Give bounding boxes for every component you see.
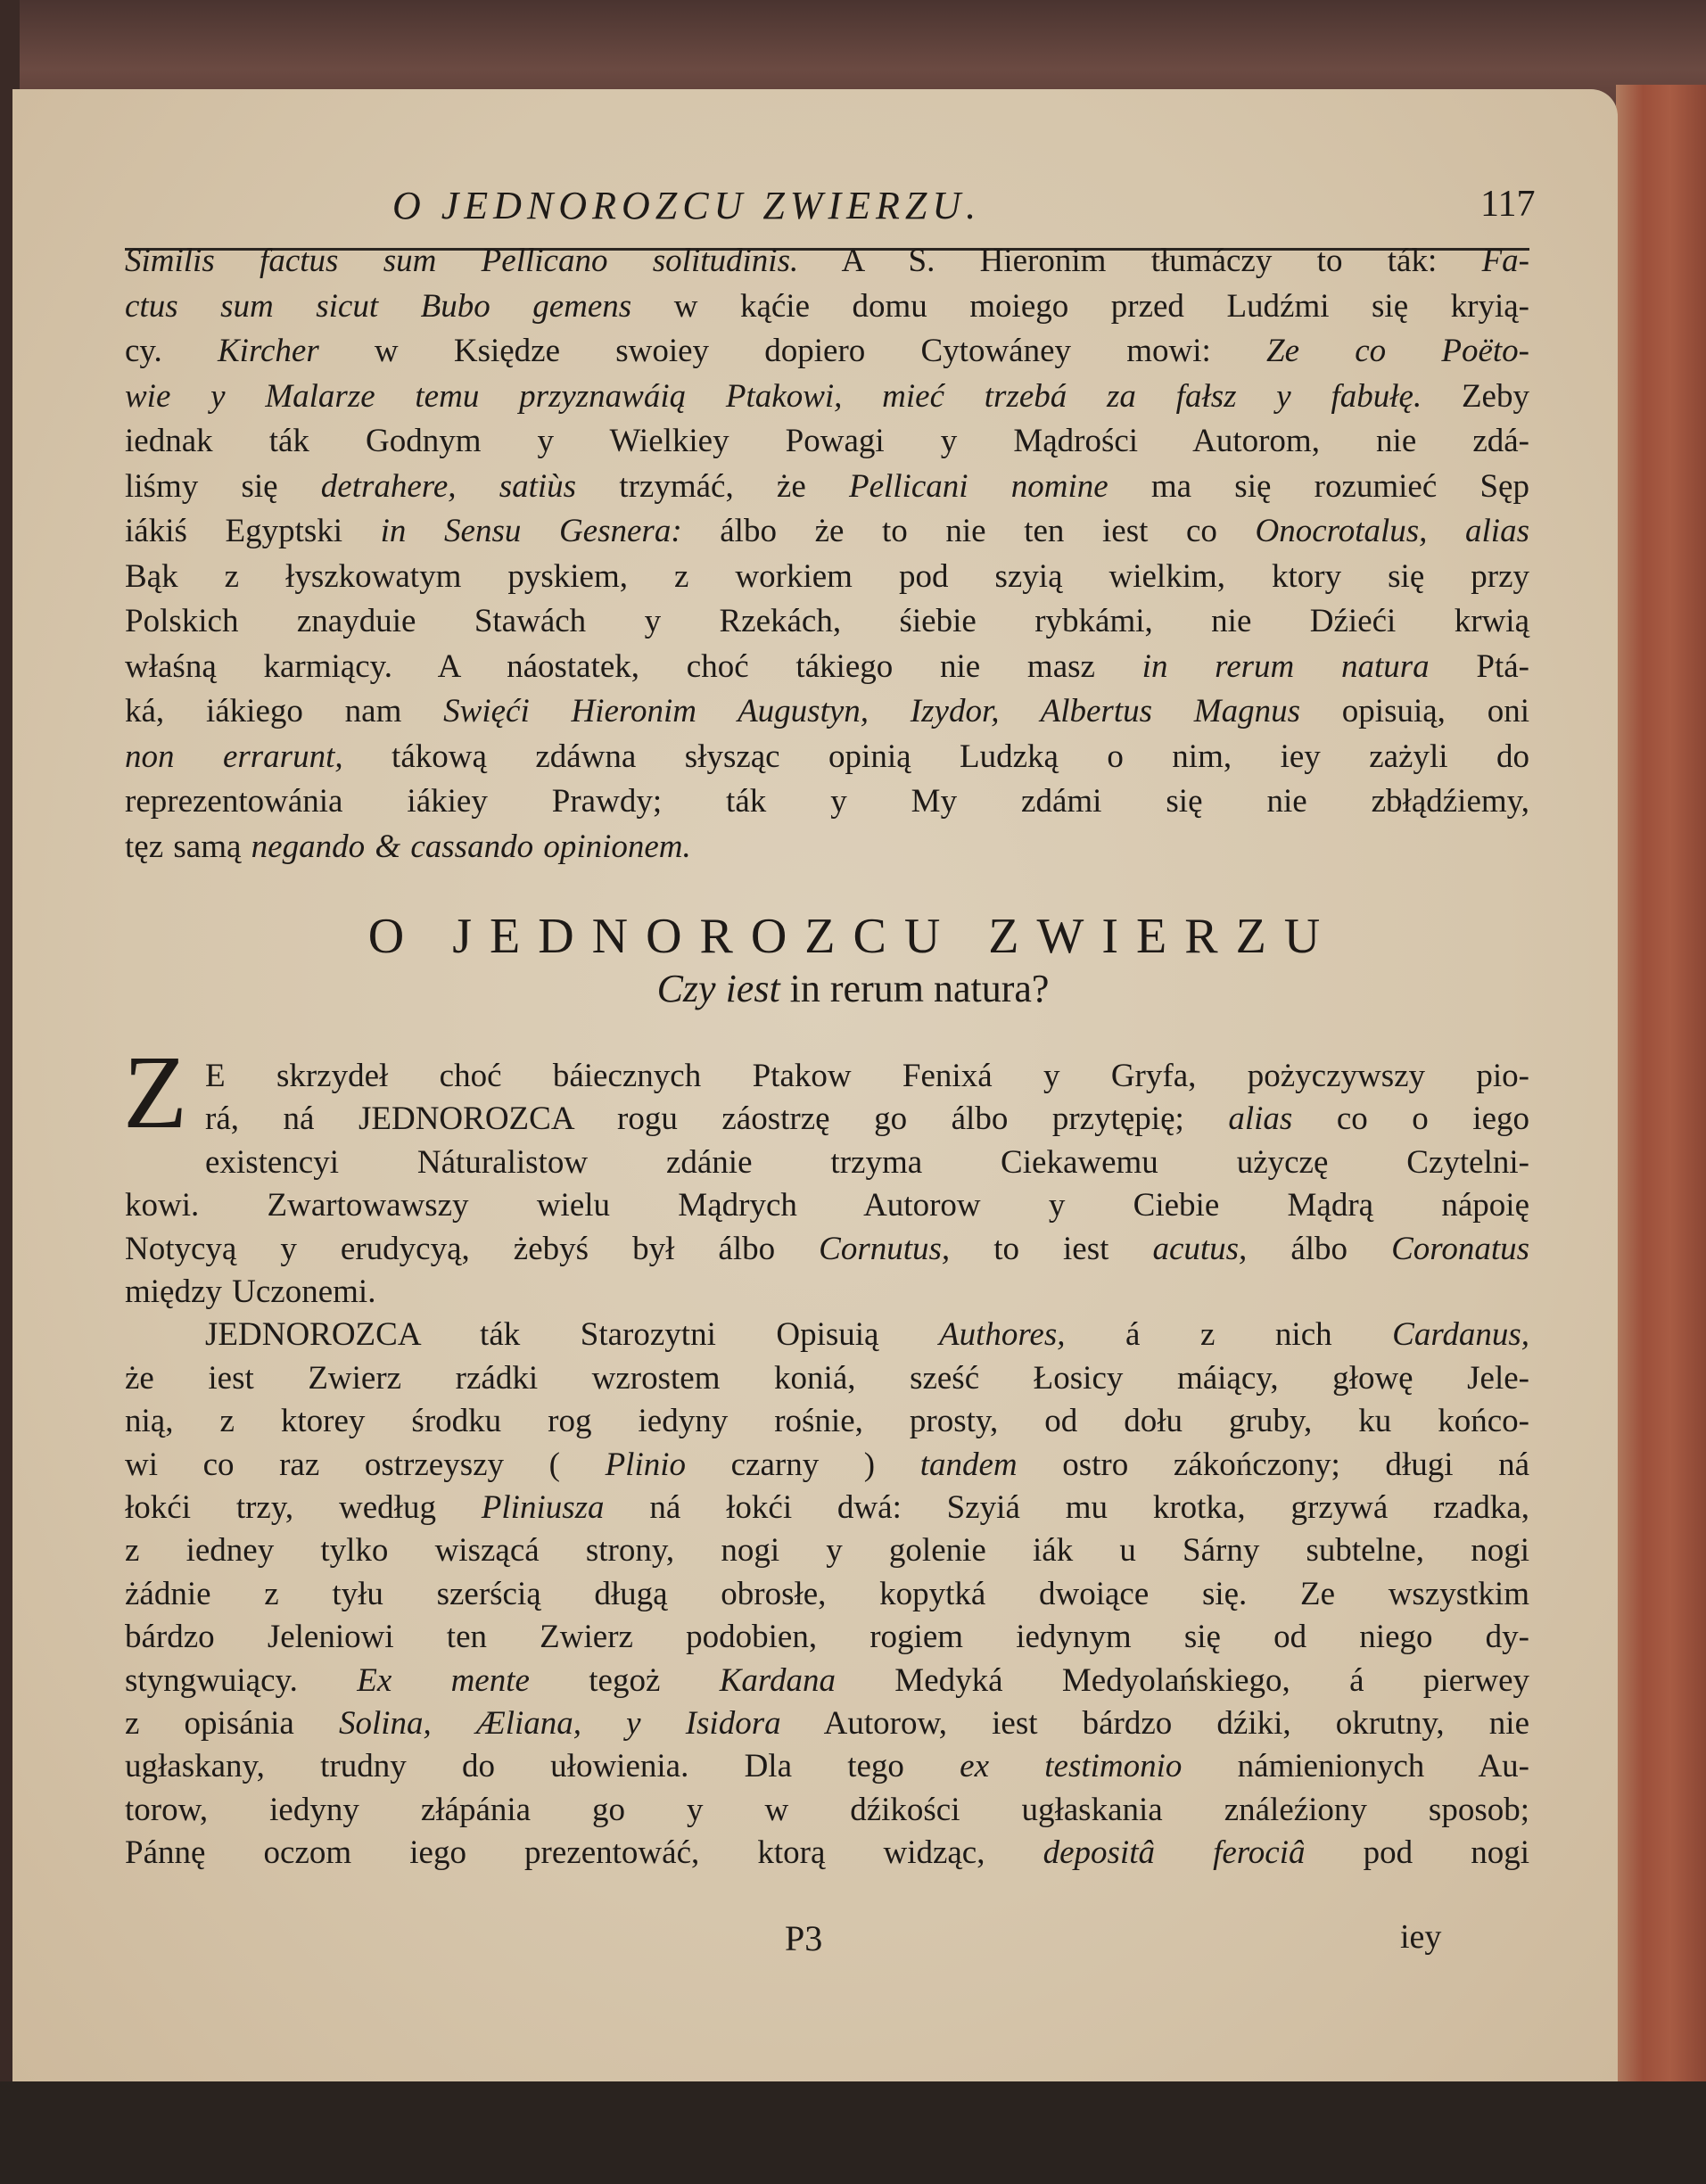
text-line xyxy=(125,781,1529,822)
italic-text: alias xyxy=(1228,1100,1293,1138)
text-line xyxy=(125,1358,1529,1399)
roman-text: to iest xyxy=(950,1230,1153,1267)
roman-text: cy. xyxy=(125,333,218,369)
italic-text: depositâ ferociâ xyxy=(1043,1834,1306,1872)
text-line xyxy=(125,241,1529,282)
text-line xyxy=(125,1746,1529,1787)
roman-text: námienionych Au- xyxy=(1182,1748,1529,1785)
text-line xyxy=(125,1445,1529,1486)
roman-text: w kąćie domu moiego przed Ludźmi się kryią- xyxy=(631,287,1529,325)
roman-text: ma się rozumieć Sęp xyxy=(1108,467,1529,505)
roman-text: Zeby xyxy=(1422,377,1529,415)
background-bottom xyxy=(0,2081,1706,2184)
text-line xyxy=(125,1185,1529,1226)
text-line xyxy=(125,331,1529,372)
italic-text: negando & cassando opinionem. xyxy=(251,828,691,865)
text-line xyxy=(125,421,1529,462)
roman-text: w Księdze swoiey dopiero Cytowáney mowi: xyxy=(318,333,1267,369)
roman-text: bárdzo Jeleniowi ten Zwierz podobien, rogiem iedynym się od niego dy- xyxy=(125,1619,1529,1656)
italic-text: Pliniusza xyxy=(481,1489,605,1526)
italic-text: detrahere, satiùs xyxy=(320,467,577,505)
italic-text: Kircher xyxy=(217,333,319,369)
italic-text: Plinio xyxy=(605,1446,687,1483)
italic-text: in rerum natura xyxy=(1141,647,1430,685)
running-head: O JEDNOROZCU ZWIERZU. xyxy=(392,184,982,227)
roman-text: czarny ) xyxy=(686,1446,920,1483)
roman-text: ugłaskany, trudny do ułowienia. Dla tego xyxy=(125,1748,960,1785)
italic-text: Onocrotalus, alias xyxy=(1255,513,1529,549)
roman-text: rá, ná JEDNOROZCA rogu záostrzę go álbo przytępię; xyxy=(205,1100,1229,1138)
italic-text: ex testimonio xyxy=(960,1748,1183,1785)
italic-text: Coronatus xyxy=(1391,1230,1529,1267)
roman-text: między Uczonemi. xyxy=(125,1273,376,1310)
roman-text: Ptá- xyxy=(1429,647,1530,685)
italic-text: non errarunt, xyxy=(125,738,343,775)
italic-text: acutus, xyxy=(1152,1230,1248,1267)
text-line xyxy=(125,556,1529,598)
roman-text: opisuią, oni xyxy=(1300,693,1529,729)
italic-text: ctus sum sicut Bubo gemens xyxy=(125,287,632,325)
italic-text: Cornutus, xyxy=(819,1230,951,1267)
text-line xyxy=(125,647,1529,688)
roman-text: styngwuiący. xyxy=(125,1661,358,1699)
roman-text: pod nogi xyxy=(1305,1834,1530,1872)
roman-text: Medyká Medyolańskiego, á pierwey xyxy=(835,1661,1530,1699)
italic-text: Solina, Æliana, y Isidora xyxy=(338,1705,781,1742)
chapter-subtitle xyxy=(0,966,1706,1011)
roman-text: Bąk z łyszkowatym pyskiem, z workiem pod szyią wielkim, ktory się przy xyxy=(125,557,1529,595)
signature-mark: P3 xyxy=(785,1918,823,1958)
italic-text: Cardanus, xyxy=(1392,1316,1530,1354)
text-line xyxy=(125,1401,1529,1442)
text-line xyxy=(205,1142,1529,1183)
text-line xyxy=(125,601,1529,642)
text-line xyxy=(125,1530,1529,1571)
roman-text: żádnie z tyłu szerścią długą obrosłe, kopytká dwoiące się. Ze wszystkim xyxy=(125,1575,1529,1612)
drop-cap: Z xyxy=(123,1034,188,1150)
roman-text: co o iego xyxy=(1292,1100,1530,1138)
text-line xyxy=(125,691,1529,732)
text-line xyxy=(125,376,1529,417)
roman-text: Autorow, iest bárdzo dźiki, okrutny, nie xyxy=(780,1705,1529,1742)
italic-text: tandem xyxy=(919,1446,1018,1483)
roman-text: iákiś Egyptski xyxy=(125,513,381,549)
roman-text: kowi. Zwartowawszy wielu Mądrych Autorow y Ciebie Mądrą nápoię xyxy=(125,1187,1529,1224)
text-line xyxy=(125,1833,1529,1874)
italic-text: Kardana xyxy=(719,1661,836,1699)
roman-text: Pánnę oczom iego prezentowáć, ktorą widząc, xyxy=(125,1834,1043,1872)
roman-text: álbo że to nie ten iest co xyxy=(681,513,1256,549)
subtitle-italic: Czy iest xyxy=(656,967,780,1010)
text-line xyxy=(125,1617,1529,1658)
roman-text: nią, z ktorey środku rog iedyny rośnie, prosty, od dołu gruby, ku końco- xyxy=(125,1403,1529,1440)
roman-text: właśną karmiący. A náostatek, choć tákiego nie masz xyxy=(125,647,1142,685)
roman-text: E skrzydeł choć báiecznych Ptakow Fenixá y Gryfa, pożyczywszy pio- xyxy=(205,1058,1529,1094)
text-line xyxy=(205,1315,1529,1356)
roman-text: tákową zdáwna słysząc opinią Ludzką o nim, iey zażyli do xyxy=(342,738,1529,775)
roman-text: reprezentowánia iákiey Prawdy; ták y My zdámi się nie zbłądźiemy, xyxy=(125,783,1529,820)
text-line xyxy=(205,1099,1529,1140)
text-line xyxy=(125,466,1529,507)
text-line xyxy=(125,737,1529,778)
text-line xyxy=(125,827,1529,868)
text-line xyxy=(125,1703,1529,1744)
roman-text: JEDNOROZCA ták Starozytni Opisuią xyxy=(205,1316,940,1354)
text-line xyxy=(125,1661,1529,1702)
roman-text: łokći trzy, według xyxy=(125,1489,482,1526)
italic-text: Authores, xyxy=(939,1316,1066,1354)
page-stack-edge xyxy=(1616,85,1706,2091)
roman-text: ná łokći dwá: Szyiá mu krotka, grzywá rzadka, xyxy=(604,1489,1529,1526)
text-line xyxy=(125,1229,1529,1270)
roman-text: Notycyą y erudycyą, żebyś był álbo xyxy=(125,1230,820,1267)
catchword: iey xyxy=(1400,1918,1442,1956)
italic-text: Pellicani nomine xyxy=(848,467,1108,505)
text-line xyxy=(125,1488,1529,1529)
chapter-title: O JEDNOROZCU ZWIERZU xyxy=(367,909,1339,964)
text-line xyxy=(125,1790,1529,1831)
subtitle-roman: in rerum natura? xyxy=(779,967,1050,1010)
italic-text: Ze co Poëto- xyxy=(1266,333,1529,369)
roman-text: że iest Zwierz rzádki wzrostem koniá, sześć Łosicy máiący, głowę Jele- xyxy=(125,1359,1529,1397)
roman-text: torow, iedyny złápánia go y w dźikości ugłaskania ználeźiony sposob; xyxy=(125,1791,1529,1828)
roman-text: A S. Hieronim tłumáczy to ták: xyxy=(798,243,1482,279)
italic-text: Similis factus sum Pellicano solitudinis. xyxy=(125,243,799,279)
italic-text: wie y Malarze temu przyznawáią Ptakowi, mieć trzebá za fałsz y fabułę. xyxy=(125,377,1422,415)
roman-text: ostro zákończony; długi ná xyxy=(1017,1446,1529,1483)
roman-text: trzymáć, że xyxy=(576,467,849,505)
text-line xyxy=(125,511,1529,552)
roman-text: ká, iákiego nam xyxy=(125,693,444,729)
roman-text: z opisánia xyxy=(125,1705,339,1742)
text-line xyxy=(125,1272,1529,1313)
roman-text: tęz samą xyxy=(125,828,251,865)
roman-text: existencyi Náturalistow zdánie trzyma Ciekawemu użyczę Czytelni- xyxy=(205,1143,1529,1181)
roman-text: z iedney tylko wiszącá strony, nogi y golenie iák u Sárny subtelne, nogi xyxy=(125,1532,1529,1570)
roman-text: liśmy się xyxy=(125,467,321,505)
italic-text: Fa- xyxy=(1481,243,1529,279)
page-number: 117 xyxy=(1480,184,1536,225)
text-line xyxy=(125,1574,1529,1615)
roman-text: á z nich xyxy=(1065,1316,1393,1354)
roman-text: tegoż xyxy=(529,1661,720,1699)
italic-text: Ex mente xyxy=(357,1661,530,1699)
text-line xyxy=(205,1056,1529,1097)
roman-text: iednak ták Godnym y Wielkiey Powagi y Mądrości Autorom, nie zdá- xyxy=(125,423,1529,459)
italic-text: in Sensu Gesnera: xyxy=(380,513,682,549)
text-line xyxy=(125,286,1529,327)
italic-text: Swięći Hieronim Augustyn, Izydor, Albertus Magnus xyxy=(443,693,1301,729)
roman-text: álbo xyxy=(1247,1230,1392,1267)
roman-text: wi co raz ostrzeyszy ( xyxy=(125,1446,606,1483)
roman-text: Polskich znayduie Stawách y Rzekách, śiebie rybkámi, nie Dźieći krwią xyxy=(125,603,1529,639)
